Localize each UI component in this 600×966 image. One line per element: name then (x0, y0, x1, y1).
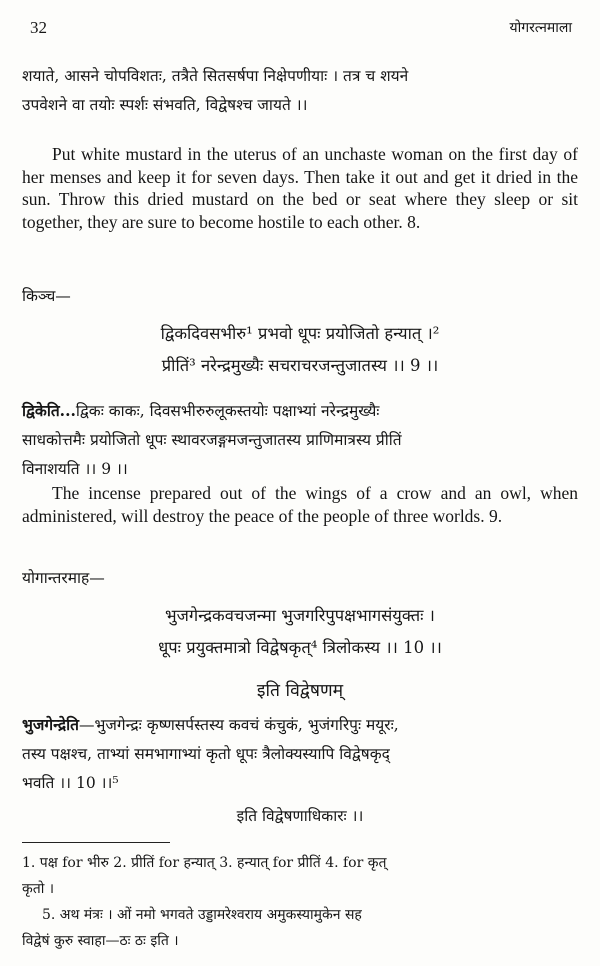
commentary-lead: भुजगेन्द्रेति (22, 715, 79, 734)
english-translation-8 (22, 143, 578, 233)
commentary-9 (22, 396, 578, 484)
running-head: योगरत्नमाला (509, 20, 572, 36)
footnote-line: 1. पक्ष for भीरु 2. प्रीतिं for हन्यात् 3. हन्यात् for प्रीतिं 4. for कृत् (22, 855, 387, 871)
footnote-line: 5. अथ मंत्रः । ओं नमो भगवते उड्डामरेश्वराय अमुकस्यामुकेन सह (42, 907, 362, 923)
text-line (22, 396, 578, 426)
verse-line: धूपः प्रयुक्तमात्रो विद्वेषकृत्⁴ त्रिलोकस्य ।। 10 ।। (158, 638, 442, 657)
chapter-end: इति विद्वेषणाधिकारः ।। (236, 807, 364, 825)
verse-line: भुजगेन्द्रकवचजन्मा भुजगरिपुपक्षभागसंयुक्तः । (165, 606, 435, 625)
verse-line: द्विकदिवसभीरु¹ प्रभवो धूपः प्रयोजितो हन्यात् ।² (160, 324, 440, 343)
text-line: भवति ।। 10 ।।⁵ (22, 774, 119, 792)
text-line: शयाते, आसने चोपविशतः, तत्रैते सितसर्षपा निक्षेपणीयाः । तत्र च शयने (22, 67, 409, 85)
paragraph: Put white mustard in the uterus of an unchaste woman on the first day of her menses and keep it for seven days. Then take it out and get it dried in the sun. Throw this dried mustard on the bed or seat where they sleep or sit together, they are sure to become hostile to each other. 8. (22, 144, 578, 232)
commentary-10 (22, 710, 578, 798)
text-line: साधकोत्तमैः प्रयोजितो धूपः स्थावरजङ्गमजन्तुजातस्य प्राणिमात्रस्य प्रीतिं (22, 431, 402, 449)
commentary-text: द्विकः काकः, दिवसभीरुरुलूकस्तयोः पक्षाभ्यां नरेन्द्रमुख्यैः (75, 402, 380, 420)
verse-10 (22, 600, 578, 664)
english-translation-9 (22, 482, 578, 527)
footnote-rule (22, 842, 170, 843)
kincha-label: किञ्च— (22, 287, 71, 305)
page-number: 32 (30, 18, 47, 37)
text-line: उपवेशने वा तयोः स्पर्शः संभवति, विद्वेषश्च जायते ।। (22, 96, 308, 114)
footnotes (22, 850, 578, 954)
commentary-lead: द्विकेति... (22, 401, 76, 420)
commentary-text: —भुजगेन्द्रः कृष्णसर्पस्तस्य कवचं कंचुकं, भुजंगरिपुः मयूरः, (79, 716, 399, 734)
verse-9 (22, 318, 578, 382)
text-line (22, 710, 578, 740)
text-line: विनाशयति ।। 9 ।। (22, 460, 128, 478)
paragraph: The incense prepared out of the wings of a crow and an owl, when administered, will destroy the peace of the people of three worlds. 9. (22, 483, 578, 526)
verse-line: प्रीतिं³ नरेन्द्रमुख्यैः सचराचरजन्तुजातस्य ।। 9 ।। (161, 356, 439, 375)
page-header (22, 14, 578, 42)
yogantaram-label: योगान्तरमाह— (22, 569, 105, 587)
footnote-line: कृतो । (22, 881, 55, 897)
footnote-line: विद्वेषं कुरु स्वाहा—ठः ठः इति । (22, 933, 179, 949)
section-title: इति विद्वेषणम् (256, 681, 344, 701)
text-line: तस्य पक्षश्च, ताभ्यां समभागाभ्यां कृतो धूपः त्रैलोक्यस्यापि विद्वेषकृद् (22, 745, 390, 763)
sanskrit-paragraph-8 (22, 62, 578, 120)
